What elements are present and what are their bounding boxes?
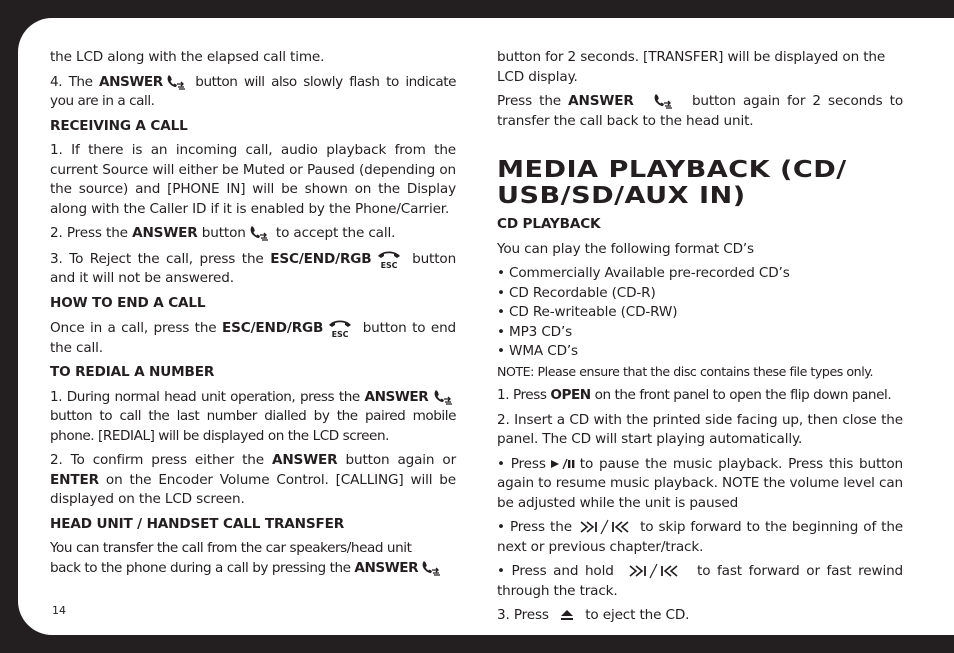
paragraph-skip: • Press the to skip forward to the beginning of the next or previous chapter/track. [497, 519, 904, 555]
list-item: • CD Recordable (CD-R) [497, 284, 656, 301]
esc-end-phone-icon [375, 249, 403, 269]
answer-phone-icon [653, 92, 673, 110]
heading-end-call: HOW TO END A CALL [50, 294, 206, 311]
list-item: • Commercially Available pre-recorded CD’s [497, 265, 790, 281]
heading-cd-playback: CD PLAYBACK [497, 216, 601, 232]
heading-call-transfer: HEAD UNIT / HANDSET CALL TRANSFER [50, 515, 345, 532]
paragraph-transfer-back: Press the ANSWER button again for 2 seconds to transfer the call back to the head unit. [497, 93, 904, 129]
skip-next-prev-icon [579, 519, 633, 535]
paragraph-step-2: 2. Insert a CD with the printed side facing up, then close the panel. The CD will start playing automatically. [497, 411, 903, 447]
paragraph-step-3: 3. Press to eject the CD. [497, 607, 690, 623]
format-list [497, 264, 903, 362]
heading-receiving-call: RECEIVING A CALL [50, 117, 188, 134]
paragraph-fast-forward: • Press and hold to fast forward or fast rewind through the track. [497, 563, 904, 599]
esc-end-phone-icon [326, 318, 354, 338]
esc-label: ESC [380, 260, 397, 269]
paragraph-answer-flash: 4. The ANSWER button will also slowly flash to indicate you are in a call. [50, 73, 457, 109]
left-column [50, 48, 456, 583]
paragraph-end-call: Once in a call, press the ESC/END/RGB ESC button to end the call. [50, 320, 457, 356]
manual-page [18, 18, 954, 635]
paragraph-redial-1: 1. During normal head unit operation, press the ANSWER button to call the last number dialled by the paired mobile phone. [REDIAL] will be displayed on the LCD screen. [50, 388, 456, 444]
list-item: • CD Re-writeable (CD-RW) [497, 304, 678, 320]
right-column [497, 48, 903, 631]
paragraph-pause: • Press to pause the music playback. Press this button again to resume music playback. NOTE the volume level can be adjusted while the unit is paused [497, 455, 903, 511]
paragraph-formats: You can play the following format CD’s [497, 240, 754, 257]
paragraph-lcd: the LCD along with the elapsed call time. [50, 49, 325, 65]
list-item: • MP3 CD’s [497, 323, 573, 340]
paragraph-step-1: 1. Press OPEN on the front panel to open the flip down panel. [497, 387, 892, 403]
eject-icon [559, 609, 575, 621]
paragraph-receiving-2: 2. Press the ANSWER button to accept the call. [50, 225, 396, 241]
answer-phone-icon [421, 559, 441, 577]
skip-next-prev-icon [628, 563, 682, 579]
answer-phone-icon [166, 73, 186, 91]
heading-redial: TO REDIAL A NUMBER [50, 364, 215, 380]
play-pause-icon [548, 458, 578, 470]
paragraph-transfer-line-2: back to the phone during a call by pressing the ANSWER [50, 559, 456, 579]
section-title-media-playback: MEDIA PLAYBACK (CD/ USB/SD/AUX IN) [497, 157, 847, 209]
paragraph-redial-2: 2. To confirm press either the ANSWER button again or ENTER on the Encoder Volume Control. [CALLING] will be displayed on the LCD screen. [50, 452, 457, 507]
paragraph-receiving-1: 1. If there is an incoming call, audio playback from the current Source will either be Muted or Paused (depending on the source) and [PHONE IN] will be shown on the Display along with the Caller ID if it is enabled by the Phone/Carrier. [50, 142, 456, 217]
note-file-types: NOTE: Please ensure that the disc contains these file types only. [497, 363, 874, 379]
list-item: • WMA CD’s [497, 343, 578, 359]
paragraph-receiving-3: 3. To Reject the call, press the ESC/END/RGB ESC button and it will not be answered. [50, 250, 457, 286]
page-number: 14 [52, 604, 66, 617]
esc-label: ESC [331, 330, 349, 338]
answer-phone-icon [433, 388, 453, 406]
answer-phone-icon [249, 224, 269, 242]
paragraph-transfer-cont: button for 2 seconds. [TRANSFER] will be displayed on the LCD display. [497, 49, 886, 85]
paragraph-transfer-line-1: You can transfer the call from the car speakers/head unit [50, 540, 412, 556]
